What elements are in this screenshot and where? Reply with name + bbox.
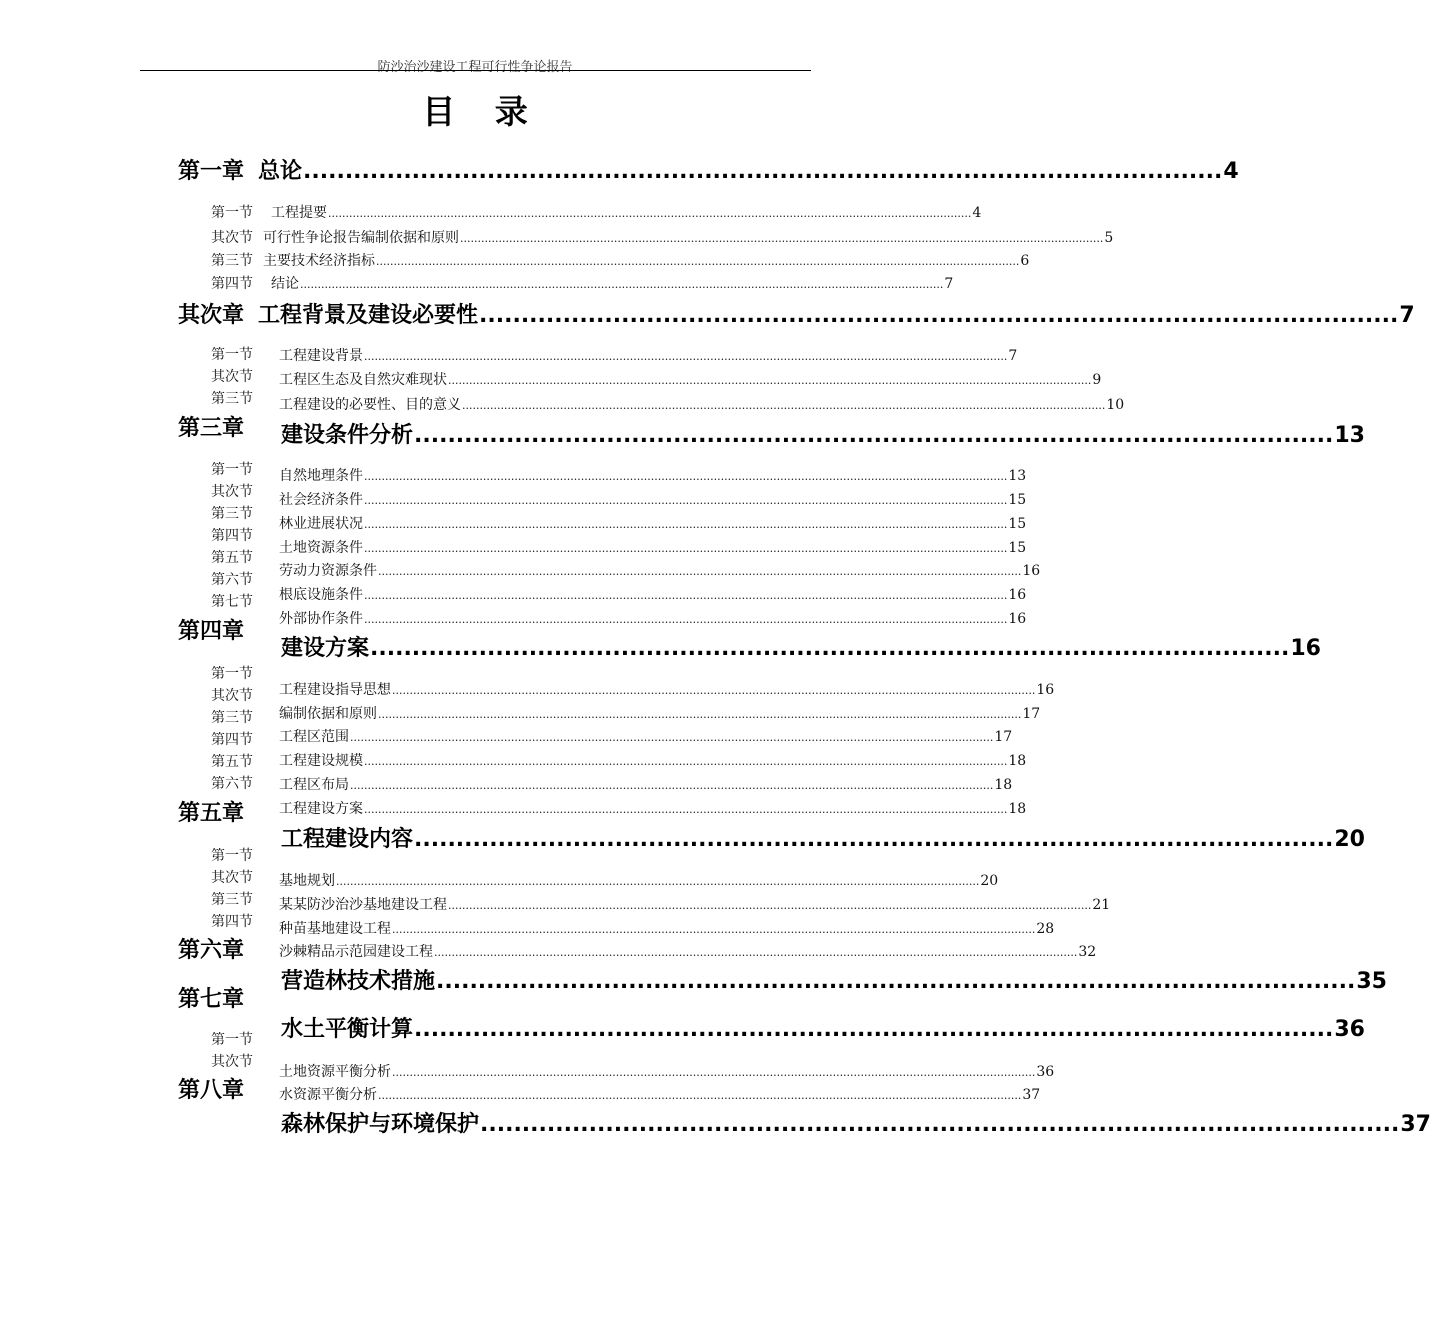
running-header: 防沙治沙建设工程可行性争论报告 xyxy=(377,60,573,75)
toc-section[interactable] xyxy=(279,870,999,890)
section-label: 第三节 xyxy=(211,391,253,407)
section-label: 其次节 xyxy=(211,870,253,886)
toc-section[interactable] xyxy=(279,894,1111,914)
toc-section[interactable] xyxy=(211,250,1030,270)
toc-section[interactable] xyxy=(279,918,1055,938)
page-number: 4 xyxy=(972,205,982,221)
section-label: 第三节 xyxy=(211,253,253,269)
dot-leader: .............................................................................................................. xyxy=(414,827,1334,852)
page-number: 7 xyxy=(944,276,954,292)
section-title: 工程建设的必要性、目的意义 xyxy=(279,397,461,413)
page-number: 7 xyxy=(1399,303,1415,328)
page-number: 21 xyxy=(1092,897,1111,913)
section-title: 工程提要 xyxy=(271,205,327,221)
page-number: 5 xyxy=(1104,230,1114,246)
toc-chapter-8[interactable] xyxy=(281,1107,1431,1138)
toc-section[interactable] xyxy=(279,750,1027,770)
chapter-label: 第五章 xyxy=(178,801,245,826)
dot-leader: .............................................................................................................. xyxy=(370,636,1290,661)
page-number: 36 xyxy=(1334,1017,1365,1042)
toc-section[interactable] xyxy=(279,679,1055,699)
toc-chapter-2[interactable] xyxy=(178,298,1415,329)
page-number: 13 xyxy=(1334,423,1365,448)
toc-section[interactable] xyxy=(279,798,1027,818)
page-number: 15 xyxy=(1008,540,1027,556)
header-rule xyxy=(140,70,811,71)
chapter-title: 建设条件分析 xyxy=(281,423,414,448)
chapter-label: 其次章 xyxy=(178,303,245,328)
page-number: 20 xyxy=(980,873,999,889)
section-title: 劳动力资源条件 xyxy=(279,563,377,579)
toc-section[interactable] xyxy=(279,726,1013,746)
chapter-title: 营造林技术措施 xyxy=(281,969,436,994)
dot-leader: ........................................................................................................................................................................................ xyxy=(364,803,1008,816)
toc-chapter-4[interactable] xyxy=(281,631,1321,662)
dot-leader: ........................................................................................................................................................................................ xyxy=(336,875,980,888)
dot-leader: ........................................................................................................................................................................................ xyxy=(434,946,1078,959)
dot-leader: ........................................................................................................................................................................................ xyxy=(392,1066,1036,1079)
page-number: 37 xyxy=(1022,1087,1041,1103)
dot-leader: ........................................................................................................................................................................................ xyxy=(378,708,1022,721)
dot-leader: ........................................................................................................................................................................................ xyxy=(364,755,1008,768)
page-number: 16 xyxy=(1036,682,1055,698)
section-title: 可行性争论报告编制依据和原则 xyxy=(263,230,459,246)
dot-leader: ........................................................................................................................................................................................ xyxy=(448,899,1092,912)
toc-chapter-3[interactable] xyxy=(281,418,1365,449)
dot-leader: .............................................................................................................. xyxy=(414,423,1334,448)
page-number: 16 xyxy=(1008,587,1027,603)
section-title: 编制依据和原则 xyxy=(279,706,377,722)
toc-section[interactable] xyxy=(279,513,1027,533)
page-number: 15 xyxy=(1008,492,1027,508)
dot-leader: ........................................................................................................................................................................................ xyxy=(378,565,1022,578)
section-label: 第七节 xyxy=(211,594,253,610)
chapter-label: 第七章 xyxy=(178,987,245,1012)
section-title: 结论 xyxy=(271,276,299,292)
dot-leader: .............................................................................................................. xyxy=(436,969,1356,994)
page-number: 13 xyxy=(1008,468,1027,484)
page-number: 16 xyxy=(1290,636,1321,661)
section-label: 第四节 xyxy=(211,276,253,292)
toc-section[interactable] xyxy=(279,584,1027,604)
chapter-title: 工程建设内容 xyxy=(281,827,414,852)
section-title: 土地资源平衡分析 xyxy=(279,1064,391,1080)
section-label: 第三节 xyxy=(211,710,253,726)
section-label: 第五节 xyxy=(211,550,253,566)
dot-leader: ........................................................................................................................................................................................ xyxy=(378,1089,1022,1102)
dot-leader: ........................................................................................................................................................................................ xyxy=(328,207,972,220)
page-number: 17 xyxy=(1022,706,1041,722)
chapter-title: 建设方案 xyxy=(281,636,370,661)
dot-leader: ........................................................................................................................................................................................ xyxy=(364,494,1008,507)
toc-section[interactable] xyxy=(279,703,1041,723)
section-label: 第四节 xyxy=(211,732,253,748)
dot-leader: ........................................................................................................................................................................................ xyxy=(350,779,994,792)
dot-leader: .............................................................................................................. xyxy=(480,1112,1400,1137)
section-label: 第六节 xyxy=(211,776,253,792)
page-number: 18 xyxy=(1008,753,1027,769)
section-title: 工程建设背景 xyxy=(279,348,363,364)
chapter-label: 第八章 xyxy=(178,1078,245,1103)
page-number: 4 xyxy=(1223,159,1239,184)
page-number: 32 xyxy=(1078,944,1097,960)
section-label: 第一节 xyxy=(211,666,253,682)
section-label: 其次节 xyxy=(211,230,253,246)
toc-section[interactable] xyxy=(279,369,1102,389)
section-title: 沙棘精品示范园建设工程 xyxy=(279,944,433,960)
section-title: 社会经济条件 xyxy=(279,492,363,508)
page-number: 20 xyxy=(1334,827,1365,852)
page-number: 16 xyxy=(1022,563,1041,579)
section-label: 第一节 xyxy=(211,848,253,864)
dot-leader: .............................................................................................................. xyxy=(414,1017,1334,1042)
chapter-title: 工程背景及建设必要性 xyxy=(258,303,479,328)
section-title: 土地资源条件 xyxy=(279,540,363,556)
section-title: 某某防沙治沙基地建设工程 xyxy=(279,897,447,913)
section-label: 第四节 xyxy=(211,914,253,930)
chapter-title: 水土平衡计算 xyxy=(281,1017,414,1042)
section-label: 其次节 xyxy=(211,688,253,704)
toc-section[interactable] xyxy=(279,489,1027,509)
page-number: 37 xyxy=(1400,1112,1431,1137)
section-label: 第一节 xyxy=(211,205,253,221)
toc-section[interactable] xyxy=(211,202,982,222)
chapter-label: 第一章 xyxy=(178,159,245,184)
section-title: 工程区生态及自然灾难现状 xyxy=(279,372,447,388)
chapter-title: 森林保护与环境保护 xyxy=(281,1112,480,1137)
section-title: 工程区范围 xyxy=(279,729,349,745)
page-number: 9 xyxy=(1092,372,1102,388)
dot-leader: ........................................................................................................................................................................................ xyxy=(364,518,1008,531)
section-label: 第一节 xyxy=(211,1032,253,1048)
section-title: 林业进展状况 xyxy=(279,516,363,532)
dot-leader: ........................................................................................................................................................................................ xyxy=(448,374,1092,387)
toc-section[interactable] xyxy=(211,227,1114,247)
section-label: 第三节 xyxy=(211,506,253,522)
section-title: 外部协作条件 xyxy=(279,611,363,627)
page-number: 6 xyxy=(1020,253,1030,269)
section-title: 水资源平衡分析 xyxy=(279,1087,377,1103)
page-number: 17 xyxy=(994,729,1013,745)
toc-title: 目 录 xyxy=(422,92,542,131)
page-number: 10 xyxy=(1106,397,1125,413)
section-label: 其次节 xyxy=(211,1054,253,1070)
section-title: 种苗基地建设工程 xyxy=(279,921,391,937)
section-title: 工程建设方案 xyxy=(279,801,363,817)
dot-leader: ........................................................................................................................................................................................ xyxy=(364,589,1008,602)
dot-leader: ........................................................................................................................................................................................ xyxy=(460,232,1104,245)
section-title: 工程建设指导思想 xyxy=(279,682,391,698)
toc-chapter-1[interactable] xyxy=(178,154,1239,185)
section-title: 自然地理条件 xyxy=(279,468,363,484)
dot-leader: ........................................................................................................................................................................................ xyxy=(392,923,1036,936)
dot-leader: ........................................................................................................................................................................................ xyxy=(350,731,994,744)
toc-chapter-6[interactable] xyxy=(281,964,1387,995)
toc-chapter-7[interactable] xyxy=(281,1012,1365,1043)
toc-section[interactable] xyxy=(279,774,1013,794)
section-title: 主要技术经济指标 xyxy=(263,253,375,269)
dot-leader: ........................................................................................................................................................................................ xyxy=(364,350,1008,363)
page-number: 28 xyxy=(1036,921,1055,937)
toc-section[interactable] xyxy=(279,345,1018,365)
chapter-title: 总论 xyxy=(258,159,303,184)
page-number: 36 xyxy=(1036,1064,1055,1080)
section-label: 第五节 xyxy=(211,754,253,770)
page-number: 18 xyxy=(994,777,1013,793)
dot-leader: ........................................................................................................................................................................................ xyxy=(300,278,944,291)
section-label: 第四节 xyxy=(211,528,253,544)
section-title: 根底设施条件 xyxy=(279,587,363,603)
section-label: 第一节 xyxy=(211,462,253,478)
dot-leader: ........................................................................................................................................................................................ xyxy=(462,399,1106,412)
section-label: 第一节 xyxy=(211,347,253,363)
page-number: 15 xyxy=(1008,516,1027,532)
page-number: 7 xyxy=(1008,348,1018,364)
dot-leader: ........................................................................................................................................................................................ xyxy=(392,684,1036,697)
toc-section[interactable] xyxy=(279,608,1027,628)
section-label: 其次节 xyxy=(211,484,253,500)
toc-section[interactable] xyxy=(279,537,1027,557)
dot-leader: .............................................................................................................. xyxy=(303,159,1223,184)
chapter-label: 第四章 xyxy=(178,619,245,644)
dot-leader: .............................................................................................................. xyxy=(479,303,1399,328)
toc-chapter-5[interactable] xyxy=(281,822,1365,853)
toc-section[interactable] xyxy=(279,941,1097,961)
toc-section[interactable] xyxy=(279,1061,1055,1081)
toc-section[interactable] xyxy=(211,273,954,293)
dot-leader: ........................................................................................................................................................................................ xyxy=(364,542,1008,555)
toc-section[interactable] xyxy=(279,1084,1041,1104)
section-title: 工程建设规模 xyxy=(279,753,363,769)
section-label: 第六节 xyxy=(211,572,253,588)
dot-leader: ........................................................................................................................................................................................ xyxy=(364,470,1008,483)
section-title: 基地规划 xyxy=(279,873,335,889)
section-label: 第三节 xyxy=(211,892,253,908)
toc-section[interactable] xyxy=(279,465,1027,485)
page-number: 35 xyxy=(1356,969,1387,994)
chapter-label: 第三章 xyxy=(178,416,245,441)
chapter-label: 第六章 xyxy=(178,938,245,963)
toc-section[interactable] xyxy=(279,394,1125,414)
page-number: 18 xyxy=(1008,801,1027,817)
dot-leader: ........................................................................................................................................................................................ xyxy=(376,255,1020,268)
section-title: 工程区布局 xyxy=(279,777,349,793)
section-label: 其次节 xyxy=(211,369,253,385)
dot-leader: ........................................................................................................................................................................................ xyxy=(364,613,1008,626)
page-number: 16 xyxy=(1008,611,1027,627)
toc-section[interactable] xyxy=(279,560,1041,580)
